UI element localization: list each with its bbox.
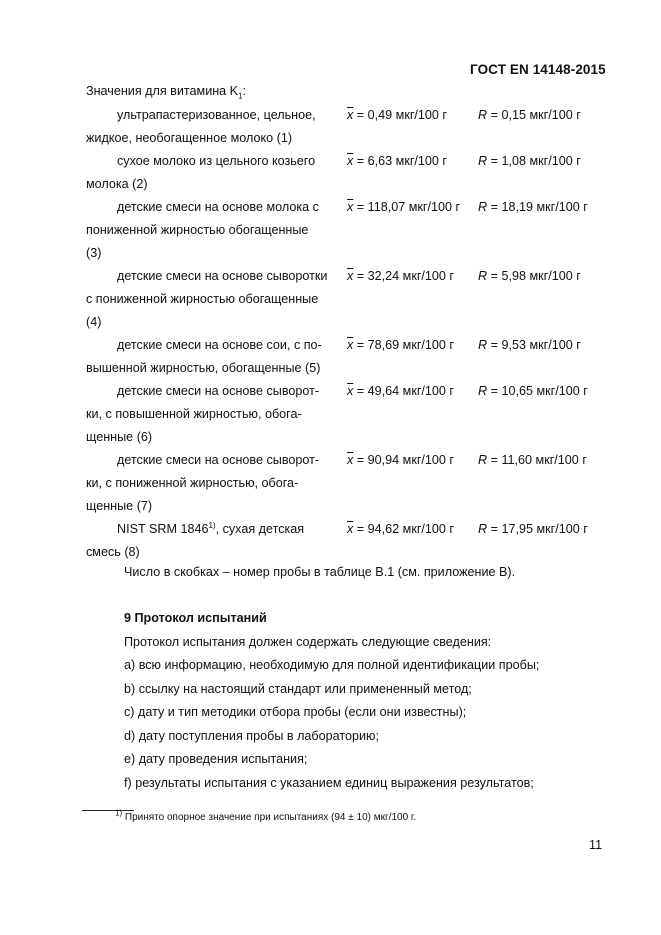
sample-entry-7 <box>86 449 626 518</box>
x-symbol: $\overline{x}$ <box>347 200 354 214</box>
list-item: b) ссылку на настоящий стандарт или примененный метод; <box>124 682 472 696</box>
x-symbol: $\overline{x}$ <box>347 453 354 467</box>
x-symbol: $\overline{x}$ <box>347 338 354 352</box>
entry-mean-value: $\overline{x} = 118,07$ мкг/100 г <box>347 200 461 214</box>
vitamin-intro <box>86 84 247 101</box>
entry-desc-line: детские смеси на основе сыворот- <box>117 384 320 398</box>
sample-entry-3 <box>86 196 626 265</box>
intro-subscript: 1 <box>238 91 243 101</box>
entry-desc-line: щенные (6) <box>86 430 153 444</box>
sample-entry-4 <box>86 265 626 334</box>
section-title: 9 Протокол испытаний <box>124 611 267 625</box>
list-item: e) дату проведения испытания; <box>124 752 308 766</box>
entry-desc-line: смесь (8) <box>86 545 140 559</box>
sample-entry-5 <box>86 334 626 380</box>
entry-mean-value: $\overline{x} = 90,94$ мкг/100 г <box>347 453 455 467</box>
entry-r-value: R = 5,98 мкг/100 г <box>478 269 581 283</box>
entry-mean-value: $\overline{x} = 78,69$ мкг/100 г <box>347 338 455 352</box>
footnote-divider <box>82 810 134 811</box>
footnote <box>115 808 417 823</box>
entry-desc-line: детские смеси на основе сыворот- <box>117 453 320 467</box>
r-symbol: R <box>478 154 488 168</box>
entry-desc-line: (4) <box>86 315 102 329</box>
entry-mean-value: $\overline{x} = 6,63$ мкг/100 г <box>347 154 448 168</box>
section-intro: Протокол испытания должен содержать следующие сведения: <box>124 635 492 649</box>
entry-r-value: R = 18,19 мкг/100 г <box>478 200 588 214</box>
entry-mean-value: $\overline{x} = 49,64$ мкг/100 г <box>347 384 455 398</box>
x-symbol: $\overline{x}$ <box>347 522 354 536</box>
entry-r-value: R = 0,15 мкг/100 г <box>478 108 581 122</box>
entry-desc-line: NIST SRM 1846$^{1)}$, сухая детская <box>117 520 305 536</box>
entry-desc-line: детские смеси на основе молока с <box>117 200 319 214</box>
x-symbol: $\overline{x}$ <box>347 154 354 168</box>
list-item: d) дату поступления пробы в лабораторию; <box>124 729 379 743</box>
footnote-marker: 1) <box>115 808 123 818</box>
entry-desc-line: ультрапастеризованное, цельное, <box>117 108 316 122</box>
x-symbol: $\overline{x}$ <box>347 108 354 122</box>
entry-desc-line: жидкое, необогащенное молоко (1) <box>86 131 293 145</box>
list-item: f) результаты испытания с указанием единиц выражения результатов; <box>124 776 534 790</box>
sample-entry-2 <box>86 150 626 196</box>
intro-suffix: : <box>242 84 247 98</box>
r-symbol: R <box>478 522 488 536</box>
sample-entry-8 <box>86 518 626 564</box>
footnote-ref: 1) <box>208 520 216 530</box>
r-symbol: R <box>478 338 488 352</box>
r-symbol: R <box>478 269 488 283</box>
r-symbol: R <box>478 108 488 122</box>
r-symbol: R <box>478 453 488 467</box>
entry-desc-line: детские смеси на основе сыворотки <box>117 269 328 283</box>
x-symbol: $\overline{x}$ <box>347 384 354 398</box>
entry-mean-value: $\overline{x} = 0,49$ мкг/100 г <box>347 108 448 122</box>
intro-text: Значения для витамина K <box>86 84 239 98</box>
entry-mean-value: $\overline{x} = 94,62$ мкг/100 г <box>347 522 455 536</box>
entry-desc-line: щенные (7) <box>86 499 153 513</box>
entry-desc-line: детские смеси на основе сои, с по- <box>117 338 322 352</box>
entry-desc-line: сухое молоко из цельного козьего <box>117 154 316 168</box>
entry-desc-line: (3) <box>86 246 102 260</box>
entry-r-value: R = 1,08 мкг/100 г <box>478 154 581 168</box>
entry-desc-line: пониженной жирностью обогащенные <box>86 223 309 237</box>
r-symbol: R <box>478 200 488 214</box>
entry-mean-value: $\overline{x} = 32,24$ мкг/100 г <box>347 269 455 283</box>
page-number: 11 <box>589 838 603 852</box>
sample-number-note: Число в скобках – номер пробы в таблице B.1 (см. приложение B). <box>124 565 516 579</box>
entry-desc-line: молока (2) <box>86 177 148 191</box>
r-symbol: R <box>478 384 488 398</box>
entry-r-value: R = 10,65 мкг/100 г <box>478 384 588 398</box>
sample-entry-1 <box>86 104 626 150</box>
list-item: c) дату и тип методики отбора пробы (если они известны); <box>124 705 467 719</box>
entry-r-value: R = 11,60 мкг/100 г <box>478 453 587 467</box>
document-header: ГОСТ EN 14148-2015 <box>470 62 606 77</box>
entry-r-value: R = 17,95 мкг/100 г <box>478 522 588 536</box>
entry-desc-line: ки, с пониженной жирностью, обога- <box>86 476 299 490</box>
sample-entry-6 <box>86 380 626 449</box>
entry-desc-line: с пониженной жирностью обогащенные <box>86 292 319 306</box>
footnote-text: Принято опорное значение при испытаниях (94 ± 10) мкг/100 г. <box>122 812 417 823</box>
entry-desc-line: ки, с повышенной жирностью, обога- <box>86 407 302 421</box>
entry-desc-line: вышенной жирностью, обогащенные (5) <box>86 361 321 375</box>
x-symbol: $\overline{x}$ <box>347 269 354 283</box>
list-item: a) всю информацию, необходимую для полной идентификации пробы; <box>124 658 540 672</box>
entry-r-value: R = 9,53 мкг/100 г <box>478 338 581 352</box>
